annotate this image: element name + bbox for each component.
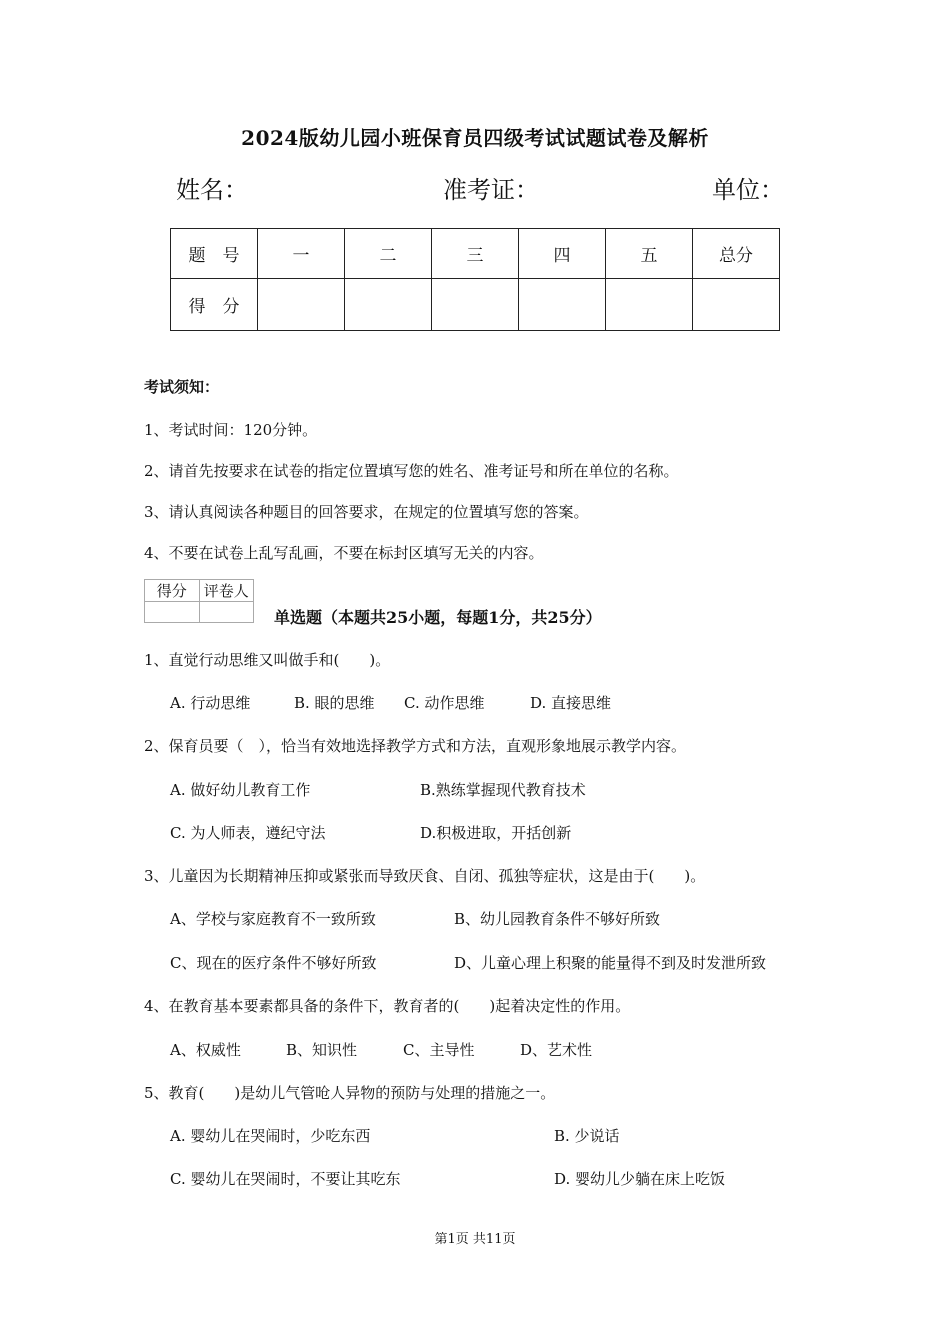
question-option: A. 行动思维 [170,694,251,712]
question-stem: 3、儿童因为长期精神压抑或紧张而导致厌食、自闭、孤独等症状，这是由于( )。 [144,867,706,885]
score-header-cell: 总分 [693,229,780,279]
question-option: A、学校与家庭教育不一致所致 [170,910,376,928]
score-header-cell: 题 号 [171,229,258,279]
question-stem: 1、直觉行动思维又叫做手和( )。 [144,651,391,669]
notice-item: 4、不要在试卷上乱写乱画，不要在标封区填写无关的内容。 [144,544,544,562]
question-option: C. 婴幼儿在哭闹时，不要让其吃东 [170,1170,401,1188]
question-option: B. 少说话 [554,1127,620,1145]
score-header-cell: 四 [519,229,606,279]
question-option: B、知识性 [286,1041,358,1059]
score-table [170,228,780,331]
score-header-cell: 一 [258,229,345,279]
question-stem: 4、在教育基本要素都具备的条件下，教育者的( )起着决定性的作用。 [144,997,631,1015]
score-header-cell: 二 [345,229,432,279]
score-header-cell: 三 [432,229,519,279]
question-option: C、主导性 [403,1041,475,1059]
score-cell [693,279,780,331]
question-option: B. 眼的思维 [294,694,375,712]
score-cell [519,279,606,331]
grader-box [144,579,254,623]
section-title: 单选题（本题共25小题，每题1分，共25分） [274,608,602,627]
notice-item: 3、请认真阅读各种题目的回答要求，在规定的位置填写您的答案。 [144,503,589,521]
exam-number-field-label: 准考证： [443,176,539,204]
notice-item: 2、请首先按要求在试卷的指定位置填写您的姓名、准考证号和所在单位的名称。 [144,462,679,480]
question-option: D. 婴幼儿少躺在床上吃饭 [554,1170,726,1188]
question-stem: 5、教育( )是幼儿气管呛人异物的预防与处理的措施之一。 [144,1084,556,1102]
question-option: D.积极进取，开括创新 [420,824,572,842]
score-cell [606,279,693,331]
score-table-header-row [171,229,780,279]
name-field-label: 姓名： [176,176,248,204]
question-option: C. 动作思维 [404,694,485,712]
score-cell [345,279,432,331]
score-cell [258,279,345,331]
question-option: A. 婴幼儿在哭闹时，少吃东西 [170,1127,371,1145]
question-option: D. 直接思维 [530,694,612,712]
question-option: B.熟练掌握现代教育技术 [420,781,586,799]
notice-heading: 考试须知： [144,378,220,396]
grader-score-label: 得分 [145,580,200,602]
grader-score-cell [145,602,200,623]
grader-reviewer-label: 评卷人 [199,580,254,602]
unit-field-label: 单位： [712,176,784,204]
score-row-label: 得 分 [171,279,258,331]
question-option: A、权威性 [170,1041,241,1059]
score-cell [432,279,519,331]
question-option: B、幼儿园教育条件不够好所致 [454,910,661,928]
question-option: A. 做好幼儿教育工作 [170,781,311,799]
question-option: D、儿童心理上积聚的能量得不到及时发泄所致 [454,954,767,972]
question-stem: 2、保育员要（ ），恰当有效地选择教学方式和方法，直观形象地展示教学内容。 [144,737,687,755]
grader-reviewer-cell [199,602,254,623]
question-option: D、艺术性 [520,1041,593,1059]
question-option: C. 为人师表，遵纪守法 [170,824,326,842]
question-option: C、现在的医疗条件不够好所致 [170,954,377,972]
page-footer: 第1页 共11页 [434,1232,516,1247]
score-header-cell: 五 [606,229,693,279]
page-title: 2024版幼儿园小班保育员四级考试试题试卷及解析 [241,126,709,150]
notice-item: 1、考试时间：120分钟。 [144,421,318,439]
score-table-score-row [171,279,780,331]
